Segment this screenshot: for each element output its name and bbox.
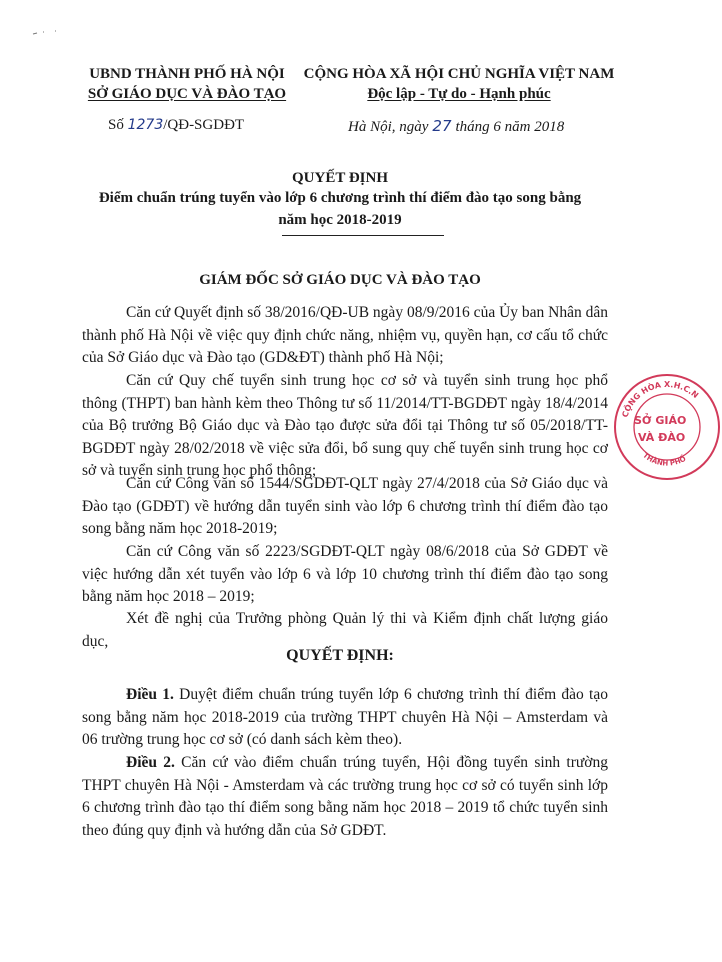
legal-basis-3: Căn cứ Công văn số 1544/SGDĐT-QLT ngày 27/4/2018 của Sở Giáo dục và Đào tạo (GDĐT) về hướng dẫn tuyển sinh vào lớp 6 chương trình thí điểm đào tạo song bằng năm học 2018-2019; (82, 475, 608, 537)
national-heading (300, 64, 618, 104)
decision-heading: QUYẾT ĐỊNH: (286, 647, 394, 664)
proposal-statement: Xét đề nghị của Trưởng phòng Quản lý thi và Kiểm định chất lượng giáo dục, (82, 610, 608, 650)
country-name: CỘNG HÒA XÃ HỘI CHỦ NGHĨA VIỆT NAM (303, 66, 615, 82)
document-subtitle-line2: năm học 2018-2019 (278, 212, 402, 228)
scan-mark (33, 30, 59, 36)
article-2-text: Căn cứ vào điểm chuẩn trúng tuyển, Hội đồng tuyển sinh trường THPT chuyên Hà Nội - Amsterdam và các trường trung học cơ sở có tuyển sinh lớp 6 chương trình đào tạo thí điểm song bằng năm học 2018 – 2019 tổ chức tuyển sinh theo đúng quy định và hướng dẫn của Sở GDĐT. (82, 754, 609, 839)
seal-ring-text: CỘNG HÒA X.H.C.N (620, 379, 701, 419)
article-2-label: Điều 2. (126, 754, 175, 771)
agency-name: SỞ GIÁO DỤC VÀ ĐÀO TẠO (87, 86, 287, 102)
article-1 (82, 684, 608, 752)
legal-basis-4: Căn cứ Công văn số 2223/SGDĐT-QLT ngày 08/6/2018 của Sở GDĐT về việc hướng dẫn xét tuyển vào lớp 6 và lớp 10 chương trình thí điểm đào tạo song bằng năm học 2018 – 2019; (82, 543, 608, 605)
issuing-authority: GIÁM ĐỐC SỞ GIÁO DỤC VÀ ĐÀO TẠO (199, 272, 481, 288)
national-motto: Độc lập - Tự do - Hạnh phúc (367, 86, 551, 102)
handwritten-day: 27 (432, 117, 452, 135)
document-date: Hà Nội, ngày 27 tháng 6 năm 2018 (348, 117, 565, 135)
svg-text:CỘNG HÒA X.H.C.N (621, 380, 701, 418)
document-number: Số 1273/QĐ-SGDĐT (108, 117, 245, 133)
legal-basis-1: Căn cứ Quyết định số 38/2016/QĐ-UB ngày 08/9/2016 của Ủy ban Nhân dân thành phố Hà Nội về việc quy định chức năng, nhiệm vụ, quyền hạn, cơ cấu tổ chức của Sở Giáo dục và Đào tạo (GD&ĐT) thành phố Hà Nội; (82, 304, 608, 366)
seal-center-line1: SỞ GIÁO (634, 414, 687, 427)
seal-center-line2: VÀ ĐÀO (638, 431, 686, 444)
svg-text:THÀNH PHỐ (641, 451, 687, 467)
issuing-agency (82, 64, 292, 104)
article-1-label: Điều 1. (126, 686, 174, 703)
document-subtitle-line1: Điểm chuẩn trúng tuyển vào lớp 6 chương trình thí điểm đào tạo song bằng (98, 190, 582, 206)
official-seal (612, 372, 722, 482)
seal-ring-bottom: THÀNH PHỐ (641, 451, 688, 468)
handwritten-number: 1273 (127, 117, 164, 133)
article-1-text: Duyệt điểm chuẩn trúng tuyển lớp 6 chương trình thí điểm đào tạo song bằng năm học 2018-2019 của trường THPT chuyên Hà Nội – Amsterdam và 06 trường trung học cơ sở (có danh sách kèm theo). (82, 686, 608, 748)
legal-basis-2: Căn cứ Quy chế tuyển sinh trung học cơ sở và tuyển sinh trung học phổ thông (THPT) ban hành kèm theo Thông tư số 11/2014/TT-BGDĐT ngày 18/4/2014 của Bộ trưởng Bộ Giáo dục và Đào tạo được sửa đổi tại Thông tư số 05/2018/TT-BGDĐT ngày 28/02/2018 về việc sửa đổi, bổ sung quy chế tuyển sinh trung học cơ sở và tuyển sinh trung học phổ thông; (82, 372, 608, 479)
agency-parent: UBND THÀNH PHỐ HÀ NỘI (89, 66, 285, 82)
title-divider (282, 235, 444, 236)
document-title: QUYẾT ĐỊNH (292, 170, 388, 186)
article-2 (82, 752, 608, 842)
